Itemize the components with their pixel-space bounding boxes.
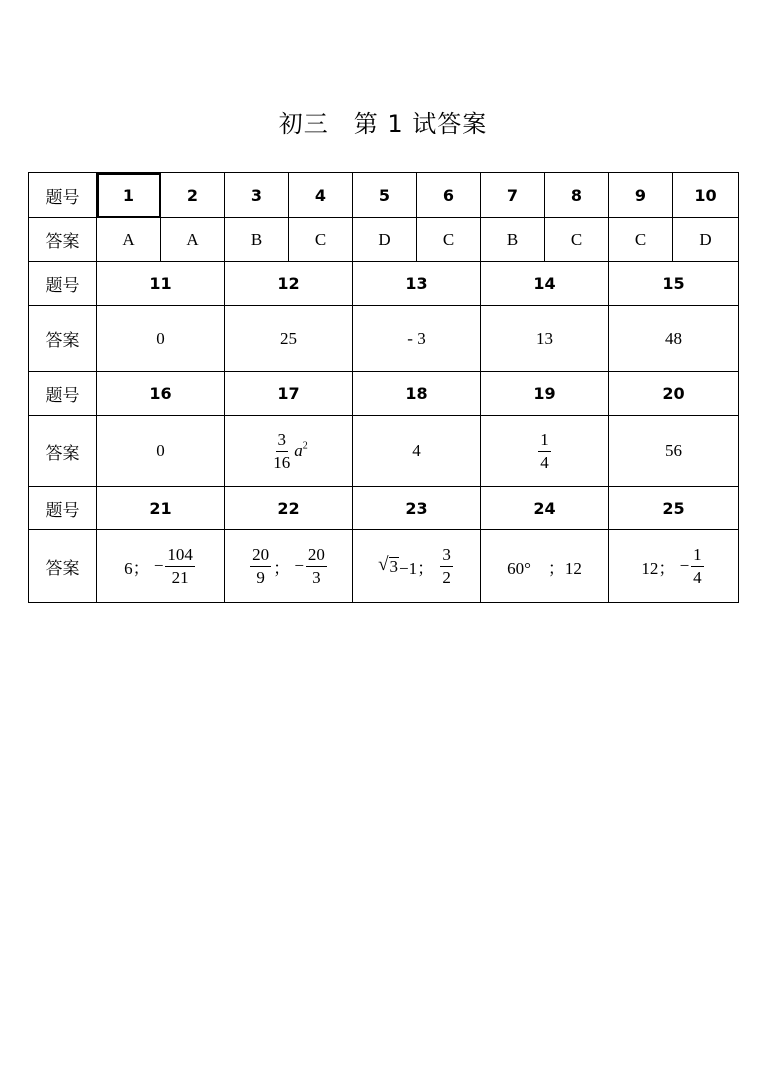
fraction-denominator: 3	[312, 567, 321, 587]
answer-19	[481, 416, 609, 487]
answer-part: 12；	[641, 558, 676, 578]
row-label-question: 题号	[29, 173, 97, 218]
question-number-11: 11	[97, 262, 225, 306]
fraction	[165, 546, 195, 587]
radicand: 3	[389, 557, 399, 577]
row-label-question: 题号	[29, 487, 97, 530]
question-number-10: 10	[673, 173, 739, 218]
fraction-denominator: 21	[171, 567, 189, 587]
fraction-numerator: 1	[538, 431, 551, 452]
question-number-7: 7	[481, 173, 545, 218]
question-number-15: 15	[609, 262, 739, 306]
answer-16: 0	[97, 416, 225, 487]
answer-7: B	[481, 218, 545, 262]
table-row	[29, 487, 739, 530]
fraction	[691, 546, 704, 587]
answer-25	[609, 530, 739, 603]
row-label-question: 题号	[29, 372, 97, 416]
row-label-answer: 答案	[29, 416, 97, 487]
fraction-numerator: 20	[250, 546, 271, 567]
fraction-denominator: 16	[273, 452, 291, 472]
fraction-numerator: 1	[691, 546, 704, 567]
question-number-21: 21	[97, 487, 225, 530]
question-number-3: 3	[225, 173, 289, 218]
question-number-22: 22	[225, 487, 353, 530]
table-row	[29, 530, 739, 603]
table-row	[29, 173, 739, 218]
answer-21	[97, 530, 225, 603]
answer-3: B	[225, 218, 289, 262]
square-root	[378, 555, 399, 577]
question-number-24: 24	[481, 487, 609, 530]
answer-17	[225, 416, 353, 487]
answer-8: C	[545, 218, 609, 262]
question-number-2: 2	[161, 173, 225, 218]
row-label-answer: 答案	[29, 306, 97, 372]
fraction-denominator: 2	[442, 567, 451, 587]
answer-6: C	[417, 218, 481, 262]
separator: ；	[273, 558, 291, 578]
fraction-denominator: 4	[540, 452, 549, 472]
fraction-denominator: 9	[256, 567, 265, 587]
answer-24: 60° ；12	[481, 530, 609, 603]
question-number-4: 4	[289, 173, 353, 218]
answer-part: −1；	[399, 558, 435, 578]
answer-14: 13	[481, 306, 609, 372]
question-number-5: 5	[353, 173, 417, 218]
minus-sign: −	[294, 556, 304, 575]
question-number-8: 8	[545, 173, 609, 218]
answer-23	[353, 530, 481, 603]
fraction-denominator: 4	[693, 567, 702, 587]
row-label-answer: 答案	[29, 218, 97, 262]
question-number-23: 23	[353, 487, 481, 530]
question-number-6: 6	[417, 173, 481, 218]
table-row	[29, 372, 739, 416]
answer-15: 48	[609, 306, 739, 372]
fraction	[538, 431, 551, 472]
table-row	[29, 218, 739, 262]
question-number-1[interactable]: 1	[97, 173, 161, 218]
question-number-20: 20	[609, 372, 739, 416]
answer-12: 25	[225, 306, 353, 372]
fraction	[250, 546, 271, 587]
row-label-question: 题号	[29, 262, 97, 306]
radical-sign-icon: √	[378, 554, 389, 576]
fraction-numerator: 3	[440, 546, 453, 567]
question-number-16: 16	[97, 372, 225, 416]
fraction	[271, 431, 292, 472]
answer-22	[225, 530, 353, 603]
answer-1: A	[97, 218, 161, 262]
answer-20: 56	[609, 416, 739, 487]
table-row	[29, 262, 739, 306]
minus-sign: −	[153, 556, 164, 575]
answer-2: A	[161, 218, 225, 262]
answer-4: C	[289, 218, 353, 262]
fraction	[306, 546, 327, 587]
answer-10: D	[673, 218, 739, 262]
question-number-13: 13	[353, 262, 481, 306]
table-row	[29, 416, 739, 487]
row-label-answer: 答案	[29, 530, 97, 603]
question-number-18: 18	[353, 372, 481, 416]
answer-9: C	[609, 218, 673, 262]
fraction-numerator: 3	[276, 431, 289, 452]
question-number-19: 19	[481, 372, 609, 416]
page-title: 初三 第 1 试答案	[278, 110, 488, 138]
answer-part: 6；	[124, 558, 150, 578]
minus-sign: −	[679, 556, 690, 575]
answer-5: D	[353, 218, 417, 262]
fraction	[440, 546, 453, 587]
question-number-14: 14	[481, 262, 609, 306]
fraction-numerator: 20	[306, 546, 327, 567]
answer-18: 4	[353, 416, 481, 487]
answer-table	[28, 172, 739, 603]
question-number-17: 17	[225, 372, 353, 416]
question-number-12: 12	[225, 262, 353, 306]
answer-11: 0	[97, 306, 225, 372]
question-number-25: 25	[609, 487, 739, 530]
variable: a	[294, 441, 303, 460]
answer-13: - 3	[353, 306, 481, 372]
fraction-numerator: 104	[165, 546, 195, 567]
exponent: 2	[302, 440, 308, 452]
table-row	[29, 306, 739, 372]
question-number-9: 9	[609, 173, 673, 218]
